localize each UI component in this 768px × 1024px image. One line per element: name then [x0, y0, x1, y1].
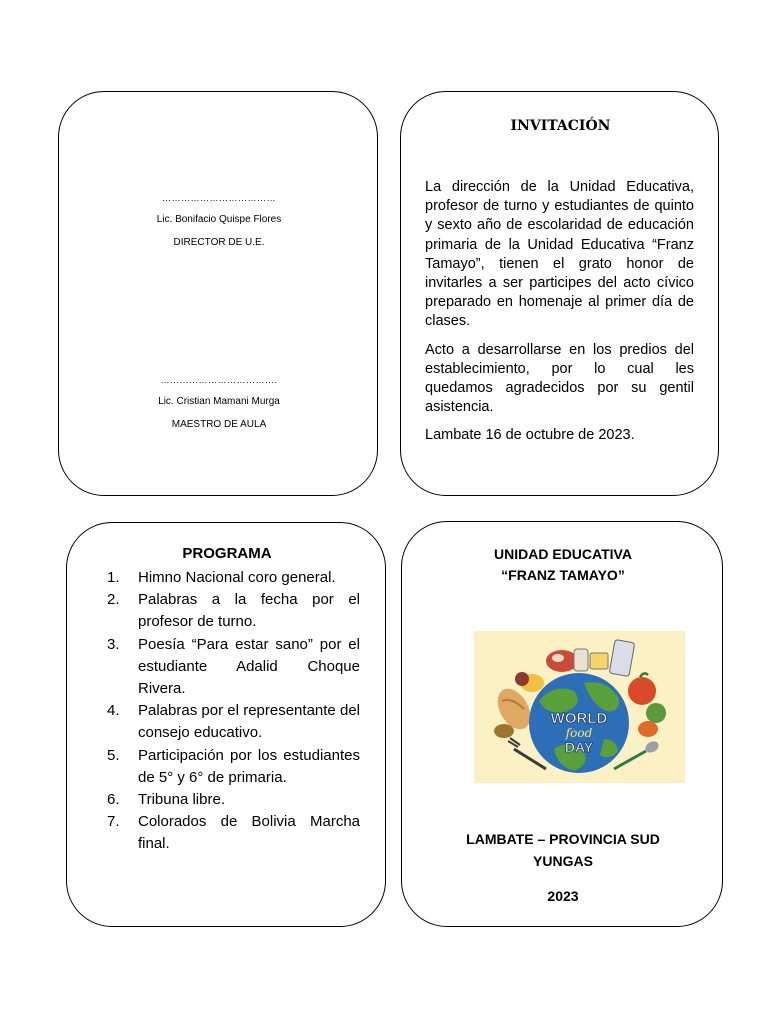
- program-item-text: Himno Nacional coro general.: [138, 569, 336, 586]
- year: 2023: [547, 888, 579, 904]
- location: [402, 828, 724, 872]
- program-item-number: 1.: [107, 569, 120, 586]
- signatures-card: [58, 91, 378, 496]
- invitation-body: [425, 178, 694, 455]
- program-item-text: Palabras a la fecha por el profesor de turno.: [138, 591, 360, 631]
- program-item-number: 3.: [107, 635, 120, 653]
- program-title: PROGRAMA: [182, 545, 272, 562]
- program-item-number: 2.: [107, 591, 120, 609]
- school-name: [402, 544, 724, 586]
- program-item-text: Palabras por el representante del consejo educativo.: [138, 702, 360, 742]
- teacher-role: MAESTRO DE AULA: [171, 419, 267, 430]
- program-list: [107, 567, 360, 856]
- program-item-number: 6.: [107, 791, 120, 809]
- program-item-text: Participación por los estudiantes de 5° y 6° de primaria.: [138, 746, 360, 786]
- invitation-card: [400, 91, 719, 496]
- program-item: [107, 589, 360, 633]
- school-name-line: UNIDAD EDUCATIVA: [494, 546, 632, 562]
- program-item: [107, 811, 360, 855]
- cover-card: [401, 521, 723, 927]
- program-item-number: 4.: [107, 702, 120, 720]
- image-word-day: DAY: [564, 739, 594, 755]
- world-food-day-image: [474, 631, 685, 783]
- program-item-text: Tribuna libre.: [138, 791, 225, 809]
- program-item: [107, 700, 360, 744]
- program-item: [107, 745, 360, 789]
- program-item-text: Colorados de Bolivia Marcha final.: [138, 813, 360, 853]
- invitation-paragraph: Acto a desarrollarse en los predios del establecimiento, por lo cual les quedamos agradecidos por su gentil asistencia.: [425, 341, 694, 416]
- program-card: [66, 522, 386, 927]
- invitation-date: Lambate 16 de octubre de 2023.: [425, 427, 635, 444]
- program-item: [107, 567, 360, 589]
- program-item: [107, 789, 360, 811]
- director-signature: [59, 192, 379, 249]
- program-item-number: 7.: [107, 813, 120, 831]
- teacher-name: Lic. Cristian Mamani Murga: [158, 396, 280, 407]
- world-food-day-illustration: [474, 631, 685, 783]
- signature-line: ……………………………….: [160, 375, 278, 385]
- location-line: YUNGAS: [533, 853, 593, 869]
- program-item-number: 5.: [107, 746, 120, 764]
- image-word-world: WORLD: [550, 710, 608, 727]
- location-line: LAMBATE – PROVINCIA SUD: [466, 831, 660, 847]
- teacher-signature: [59, 374, 379, 431]
- invitation-paragraph: La dirección de la Unidad Educativa, profesor de turno y estudiantes de quinto y sexto año de escolaridad de educación primaria de la Unidad Educativa “Franz Tamayo”, tienen el grato honor de invitarles a ser participes del acto cívico preparado en homenaje al primer día de clases.: [425, 179, 694, 330]
- school-name-line: “FRANZ TAMAYO”: [501, 567, 625, 583]
- program-item-text: Poesía “Para estar sano” por el estudiante Adalid Choque Rivera.: [138, 635, 360, 698]
- invitation-title: INVITACIÓN: [510, 118, 611, 134]
- program-item: [107, 634, 360, 701]
- signature-line: ………………………………: [162, 193, 276, 203]
- director-role: DIRECTOR DE U.E.: [173, 237, 265, 248]
- image-word-food: food: [565, 726, 593, 740]
- director-name: Lic. Bonifacio Quispe Flores: [156, 214, 282, 225]
